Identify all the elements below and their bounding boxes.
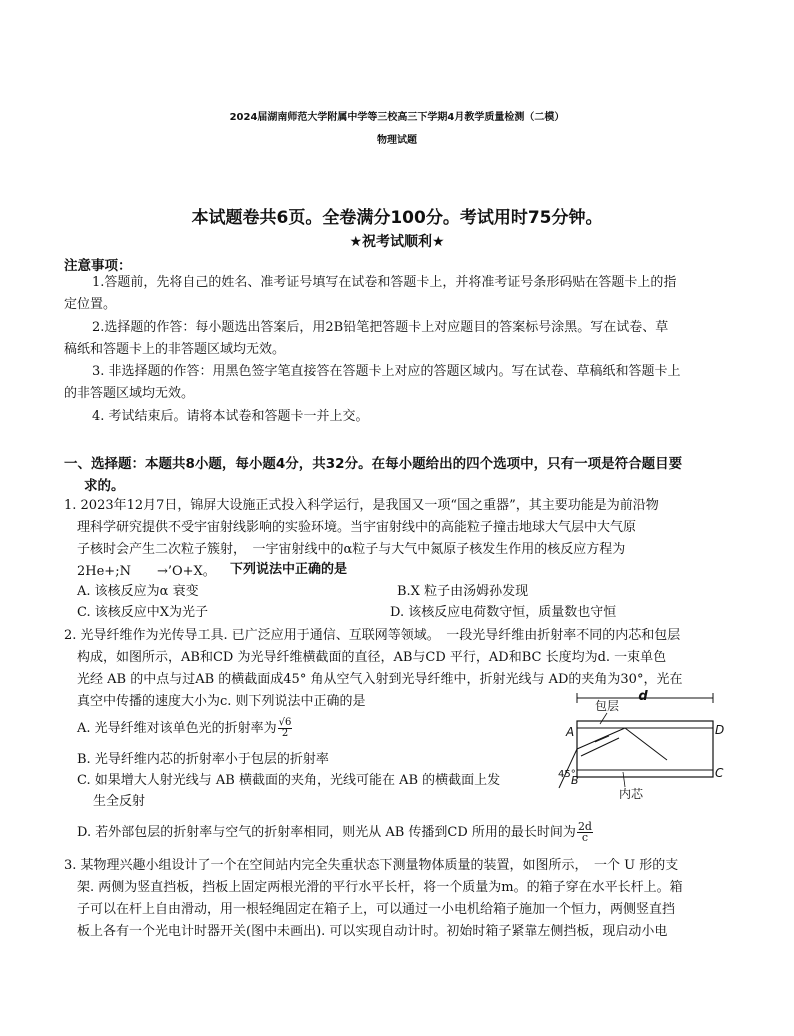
optical-fiber-figure: [555, 688, 735, 808]
subject-title: 物理试题: [377, 135, 417, 146]
label-angle-45: 45°: [558, 769, 576, 780]
notice-item-1-cont: 定位置。: [64, 297, 117, 312]
q2-stem-line-4: 真空中传播的速度大小为c. 则下列说法中正确的是: [77, 694, 366, 709]
q2-option-a-fraction: [278, 718, 293, 739]
notice-item-1: 1.答题前，先将自己的姓名、准考证号填写在试卷和答题卡上，并将准考证号条形码贴在答题卡上的指: [92, 275, 677, 290]
label-d: d: [638, 689, 648, 704]
good-luck-line: ★祝考试顺利★: [349, 234, 445, 250]
q1-option-a: A. 该核反应为α 衰变: [77, 584, 199, 599]
q2-option-c: C. 如果增大人射光线与 AB 横截面的夹角，光线可能在 AB 的横截面上发: [77, 773, 501, 788]
notice-item-3: 3. 非选择题的作答：用黑色签字笔直接答在答题卡上对应的答题区域内。写在试卷、草稿纸和答题卡上: [92, 364, 681, 379]
fiber-outline: [577, 721, 713, 777]
core-pointer: [623, 772, 625, 787]
q3-stem-line-3: 子可以在杆上自由滑动，用一根轻绳固定在箱子上，可以通过一小电机给箱子施加一个恒力，两侧竖直挡: [77, 902, 676, 917]
q2-stem-line-1: 2. 光导纤维作为光传导工具. 已广泛应用于通信、互联网等领域。 一段光导纤维由折射率不同的内芯和包层: [64, 628, 681, 643]
q1-option-d: D. 该核反应电荷数守恒，质量数也守恒: [390, 605, 617, 620]
notice-item-2-cont: 稿纸和答题卡上的非答题区域均无效。: [64, 342, 286, 357]
notice-item-4: 4. 考试结束后。请将本试卷和答题卡一并上交。: [92, 409, 369, 424]
q2-option-d-fraction: [577, 822, 593, 843]
q2-option-a-text: A. 光导纤维对该单色光的折射率为: [77, 721, 277, 736]
q1-stem-line-3: 子核时会产生二次粒子簇射， 一宇宙射线中的α粒子与大气中氮原子核发生作用的核反应方程为: [77, 542, 626, 557]
notice-title: 注意事项：: [64, 258, 132, 274]
section-1-heading-cont: 求的。: [84, 478, 125, 494]
label-c: C: [715, 766, 724, 780]
exam-title: 2024届湖南师范大学附属中学等三校高三下学期4月教学质量检测（二模）: [229, 112, 565, 123]
q3-stem-line-2: 架. 两侧为竖直挡板，挡板上固定两根光滑的平行水平长杆，将一个质量为m。的箱子穿在水平长杆上。箱: [77, 880, 683, 895]
q1-option-c: C. 该核反应中X为光子: [77, 605, 209, 620]
q3-stem-line-4: 板上各有一个光电计时器开关(图中未画出). 可以实现自动计时。初始时箱子紧靠左侧挡板，现启动小电: [77, 924, 668, 939]
ray-mark-small: [595, 736, 609, 742]
q1-stem-line-1: 1. 2023年12月7日，锦屏大设施正式投入科学运行，是我国又一项“国之重器”，其主要功能是为前沿物: [64, 498, 659, 513]
label-core: 内芯: [619, 787, 644, 801]
q2-stem-line-3: 光经 AB 的中点与过AB 的横截面成45° 角从空气入射到光导纤维中，折射光线与 AD的夹角为30°，光在: [77, 672, 683, 687]
q2-option-c-cont: 生全反射: [93, 794, 146, 809]
q2-option-d-denominator: c: [581, 831, 589, 844]
q2-option-d-text: D. 若外部包层的折射率与空气的折射率相同，则光从 AB 传播到CD 所用的最长时间为: [77, 825, 576, 840]
ray-mark-lower: [581, 738, 619, 756]
q2-stem-line-2: 构成，如图所示，AB和CD 为光导纤维横截面的直径，AB与CD 平行，AD和BC 长度均为d. 一束单色: [77, 650, 667, 665]
q1-option-b: B.X 粒子由汤姆孙发现: [397, 584, 529, 599]
notice-item-2: 2.选择题的作答：每小题选出答案后，用2B铅笔把答题卡上对应题目的答案标号涂黑。写在试卷、草: [92, 320, 669, 335]
q1-prompt: 下列说法中正确的是: [230, 562, 348, 577]
section-1-heading: 一、选择题：本题共8小题，每小题4分，共32分。在每小题给出的四个选项中，只有一项是符合题目要: [64, 456, 683, 472]
notice-item-3-cont: 的非答题区域均无效。: [64, 386, 195, 401]
exam-info-banner: 本试题卷共6页。全卷满分100分。考试用时75分钟。: [191, 208, 603, 228]
label-d-point: D: [715, 723, 725, 737]
q2-option-b: B. 光导纤维内芯的折射率小于包层的折射率: [77, 752, 329, 767]
cladding-pointer: [600, 713, 607, 724]
reflected-ray: [625, 728, 667, 760]
q2-option-a-denominator: 2: [281, 728, 289, 739]
q1-stem-line-2: 理科学研究提供不受宇宙射线影响的实验环境。当宇宙射线中的高能粒子撞击地球大气层中大气原: [77, 520, 637, 535]
q2-option-a-numerator: √6: [278, 717, 292, 728]
q2-option-d: [77, 822, 593, 843]
q2-option-a: [77, 718, 292, 739]
label-cladding: 包层: [595, 699, 620, 713]
q2-option-d-numerator: 2d: [577, 820, 592, 833]
q3-stem-line-1: 3. 某物理兴趣小组设计了一个在空间站内完全失重状态下测量物体质量的装置，如图所示， 一个 U 形的支: [64, 858, 679, 873]
label-b: B: [571, 774, 579, 787]
q1-equation: 2He+;N →’O+X。: [77, 564, 216, 579]
label-a: A: [566, 725, 575, 739]
